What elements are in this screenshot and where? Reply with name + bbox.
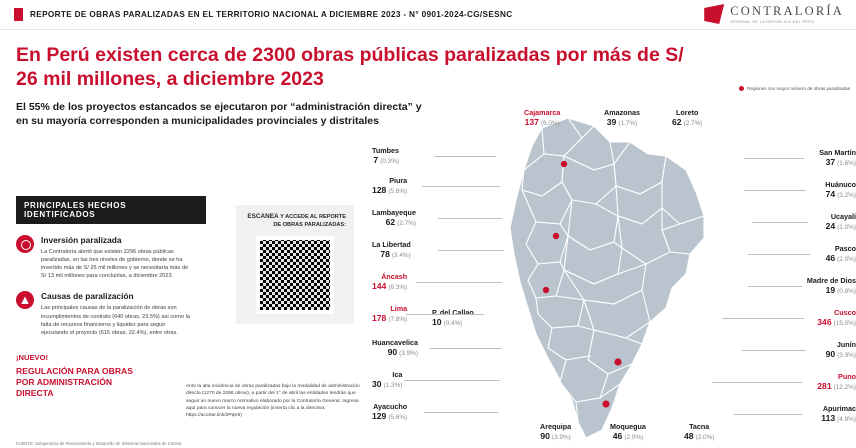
- leader-line: [434, 156, 496, 157]
- region-label-ayacucho: [372, 402, 407, 422]
- left-column: [16, 196, 226, 399]
- contraloria-logo: [704, 4, 844, 24]
- region-label-tumbes: [372, 146, 399, 166]
- region-label-lambayeque: [372, 208, 416, 228]
- leader-line: [744, 158, 804, 159]
- region-name: Huancavelica: [372, 338, 418, 347]
- region-name: Puno: [838, 372, 856, 381]
- region-name: Lima: [390, 304, 408, 313]
- region-value: 90: [540, 431, 550, 441]
- region-label-madre-de-dios: [807, 276, 856, 296]
- region-value: 128: [372, 185, 387, 195]
- logo-sub-text: GENERAL DE LA REPÚBLICA DEL PERÚ: [730, 20, 815, 24]
- region-value: 10: [432, 317, 442, 327]
- leader-line: [752, 222, 808, 223]
- region-label-tacna: [684, 422, 714, 442]
- region-name: La Libertad: [372, 240, 411, 249]
- qr-block[interactable]: [236, 205, 354, 324]
- region-value: 62: [672, 117, 682, 127]
- region-pct: (2.7%): [397, 220, 416, 227]
- region-pct: (0.3%): [380, 158, 400, 165]
- leader-line: [424, 412, 498, 413]
- region-name: Tacna: [689, 422, 710, 431]
- region-pct: (4.9%): [837, 416, 856, 423]
- region-label-moquegua: [610, 422, 646, 442]
- region-name: Lambayeque: [372, 208, 416, 217]
- leader-line: [430, 348, 502, 349]
- region-name: Cajamarca: [524, 108, 561, 117]
- region-value: 137: [524, 117, 539, 127]
- novelty-title: REGULACIÓN PARA OBRAS POR ADMINISTRACIÓN DIRECTA: [16, 365, 133, 399]
- fact-title: Inversión paralizada: [41, 235, 122, 245]
- region-name: Tumbes: [372, 146, 400, 155]
- region-pct: (2.7%): [683, 120, 703, 127]
- region-value: 281: [817, 381, 832, 391]
- leader-line: [722, 318, 804, 319]
- page-subtitle: El 55% de los proyectos estancados se ejecutaron por “administración directa” y en su mayoría corresponden a municipalidades provinciales y distritales: [16, 100, 422, 127]
- region-value: 46: [825, 253, 836, 263]
- region-label-amazonas: [604, 108, 640, 128]
- fact-text: La Contraloría alertó que existen 2296 obras públicas paralizadas, en las tres niveles de gobierno, donde se ha invertido más de S/ 26 mil millones y se necesitaría más de S/ 13 mil millones para concluirlas, a diciembre 2023.: [41, 249, 189, 280]
- fact-title: Causas de paralización: [41, 291, 134, 302]
- leader-line: [438, 218, 502, 219]
- region-name: Junín: [836, 340, 856, 349]
- map-legend: [739, 86, 850, 91]
- leader-line: [748, 286, 802, 287]
- region-pct: (6.3%): [388, 284, 408, 291]
- leader-line: [744, 190, 806, 191]
- peru-flag-icon: [14, 8, 23, 21]
- region-label-loreto: [672, 108, 702, 128]
- region-value: 346: [817, 317, 832, 327]
- region-name: Piura: [389, 176, 408, 185]
- region-label-ancash: [372, 272, 407, 292]
- fact-item: [16, 235, 226, 280]
- leader-line: [712, 382, 802, 383]
- qr-code-icon[interactable]: [256, 236, 334, 314]
- region-name: Moquegua: [610, 422, 646, 431]
- region-name: San Martín: [819, 148, 856, 157]
- map-panel: [372, 86, 856, 448]
- peru-map: [490, 112, 740, 442]
- region-pct: (2.0%): [695, 434, 715, 441]
- report-title: REPORTE DE OBRAS PARALIZADAS EN EL TERRITORIO NACIONAL A DICIEMBRE 2023 - N° 0901-2024-CG/SESNC: [30, 10, 513, 19]
- region-value: 78: [380, 249, 390, 259]
- region-value: 46: [612, 431, 623, 441]
- region-value: 19: [825, 285, 836, 295]
- region-pct: (3.2%): [837, 192, 856, 199]
- leader-line: [742, 350, 806, 351]
- region-value: 178: [372, 313, 387, 323]
- region-name: Arequipa: [540, 422, 572, 431]
- region-pct: (2.0%): [624, 434, 644, 441]
- region-value: 48: [684, 431, 694, 441]
- region-label-cusco: [817, 308, 856, 328]
- region-name: Pasco: [834, 244, 856, 253]
- region-name: Ica: [392, 370, 403, 379]
- leader-line: [748, 254, 810, 255]
- region-value: 144: [372, 281, 387, 291]
- qr-caption: [244, 213, 346, 230]
- region-label-la-libertad: [372, 240, 411, 260]
- region-value: 24: [825, 221, 836, 231]
- source-footnote: FUENTE: Subgerencia de Planeamiento y Desarrollo de Sistemas Nacionales de Control.: [16, 441, 183, 446]
- region-pct: (6.0%): [540, 120, 560, 127]
- top-bar: [0, 0, 856, 30]
- region-label-huanuco: [825, 180, 856, 200]
- fact-item: [16, 291, 226, 336]
- region-name: Amazonas: [604, 108, 640, 117]
- region-value: 62: [385, 217, 396, 227]
- region-label-apurimac: [821, 404, 856, 424]
- investment-icon: [16, 235, 34, 253]
- region-label-callao: [432, 308, 474, 328]
- region-pct: (3.9%): [399, 350, 418, 357]
- page-title: En Perú existen cerca de 2300 obras públicas paralizadas por más de S/ 26 mil millones, a diciembre 2023: [16, 44, 684, 90]
- region-pct: (15.0%): [833, 320, 856, 327]
- region-name: Madre de Dios: [806, 276, 856, 285]
- leader-line: [404, 380, 500, 381]
- fact-text: Las principales causas de la paralización de obras son incumplimientos de contrato (640 obras, 23.5%) así como la falta de recursos financieros y liquidez para seguir ejecutando el proyecto (615 obras, 22.4%), entre otras.: [41, 305, 190, 336]
- region-pct: (12.2%): [833, 384, 856, 391]
- leader-line: [438, 250, 504, 251]
- region-label-cajamarca: [524, 108, 560, 128]
- section-heading: PRINCIPALES HECHOS IDENTIFICADOS: [16, 196, 206, 224]
- region-pct: (7.8%): [388, 316, 408, 323]
- leader-line: [422, 186, 500, 187]
- region-name: Ucayali: [830, 212, 856, 221]
- region-pct: (5.6%): [388, 414, 408, 421]
- region-value: 113: [821, 413, 836, 423]
- region-name: Cusco: [834, 308, 856, 317]
- novelty-block: [16, 353, 138, 400]
- leader-line: [406, 314, 484, 315]
- region-pct: (1.0%): [837, 224, 856, 231]
- region-label-lima: [372, 304, 407, 324]
- region-name: Huánuco: [825, 180, 856, 189]
- legend-label: Regiones con mayor número de obras paralizadas: [747, 86, 850, 91]
- region-value: 74: [825, 189, 836, 199]
- region-label-huancavelica: [372, 338, 418, 358]
- leader-line: [416, 282, 502, 283]
- region-pct: (1.3%): [383, 382, 403, 389]
- region-label-arequipa: [540, 422, 571, 442]
- region-value: 7: [373, 155, 379, 165]
- qr-caption-strong: ESCANEA: [247, 213, 279, 220]
- logo-main-text: CONTRALORÍA: [730, 4, 844, 18]
- region-label-puno: [817, 372, 856, 392]
- region-value: 90: [387, 347, 398, 357]
- region-pct: (1.7%): [618, 120, 638, 127]
- region-pct: (2.0%): [837, 256, 856, 263]
- qr-caption-rest: Y ACCEDE AL REPORTE DE OBRAS PARALIZADAS:: [273, 214, 346, 228]
- region-pct: (0.4%): [443, 320, 463, 327]
- region-label-ica: [372, 370, 402, 390]
- region-name: Ayacucho: [373, 402, 408, 411]
- region-pct: (3.4%): [391, 252, 411, 259]
- region-value: 90: [825, 349, 836, 359]
- region-label-piura: [372, 176, 407, 196]
- warning-icon: [16, 291, 34, 309]
- region-label-pasco: [826, 244, 856, 264]
- regulation-note: Ante la alta incidencia de obras paralizadas bajo la modalidad de administración directa (1270 de 2296 obras), a partir del 1° de abril las entidades tendrán que seguir un nuevo marco normativo elaborado por la Contraloría General. Ingresa aquí para conocer la nueva regulación (inserta clic a la directiva: https://acortar.link/2PqK6): [186, 384, 360, 419]
- region-pct: (3.9%): [837, 352, 856, 359]
- region-label-junin: [826, 340, 856, 360]
- region-label-ucayali: [826, 212, 856, 232]
- region-label-san-martin: [819, 148, 856, 168]
- region-pct: (5.6%): [388, 188, 408, 195]
- region-value: 30: [372, 379, 382, 389]
- region-name: Áncash: [381, 272, 408, 281]
- region-name: P. del Callao: [432, 308, 474, 317]
- region-value: 129: [372, 411, 387, 421]
- region-pct: (0.8%): [837, 288, 856, 295]
- leader-line: [734, 414, 802, 415]
- region-pct: (1.6%): [837, 160, 856, 167]
- region-value: 37: [825, 157, 836, 167]
- novelty-tag: ¡NUEVO!: [16, 352, 49, 362]
- region-value: 39: [606, 117, 617, 127]
- legend-dot-icon: [739, 86, 744, 91]
- region-name: Apurímac: [822, 404, 856, 413]
- contraloria-mark-icon: [704, 4, 724, 24]
- region-pct: (3.9%): [551, 434, 571, 441]
- region-name: Loreto: [676, 108, 699, 117]
